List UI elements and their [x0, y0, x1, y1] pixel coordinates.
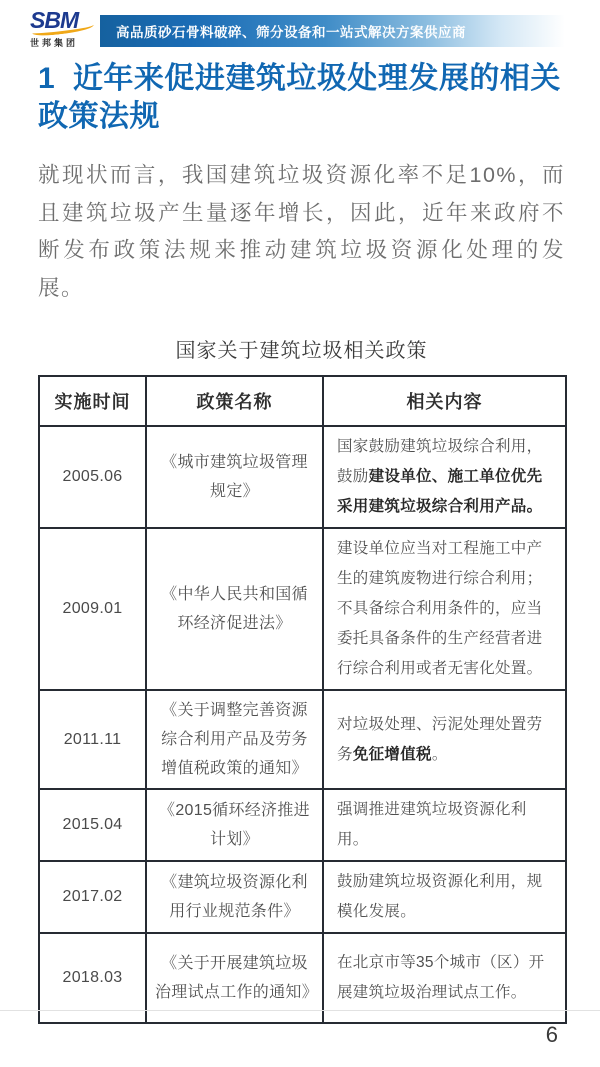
content-text: 建设单位应当对工程施工中产生的建筑废物进行综合利用；不具备综合利用条件的，应当委托具备条件的生产经营者进行综合利用或者无害化处置。: [337, 540, 543, 677]
policy-name-cell: 《城市建筑垃圾管理规定》: [146, 426, 323, 528]
policy-content-cell: [323, 861, 566, 933]
content-text: 国家鼓励建筑垃圾综合利用，鼓励: [337, 438, 543, 485]
policy-name-cell: 《中华人民共和国循环经济促进法》: [146, 528, 323, 690]
policy-time-cell: 2015.04: [39, 789, 146, 861]
table-row: [39, 861, 566, 933]
content-text: 鼓励建筑垃圾资源化利用，规模化发展。: [337, 873, 543, 920]
page-number: 6: [545, 1022, 558, 1047]
policy-name-cell: 《2015循环经济推进计划》: [146, 789, 323, 861]
header-cell-policy: 政策名称: [146, 376, 323, 426]
footer-divider: [0, 1010, 600, 1011]
header-cell-content: 相关内容: [323, 376, 566, 426]
policy-time-cell: 2009.01: [39, 528, 146, 690]
policy-content-cell: [323, 528, 566, 690]
table-row: [39, 426, 566, 528]
intro-paragraph: 就现状而言，我国建筑垃圾资源化率不足10%，而且建筑垃圾产生量逐年增长，因此，近年来政府不断发布政策法规来推动建筑垃圾资源化处理的发展。: [38, 163, 565, 300]
content-text: 强调推进建筑垃圾资源化利用。: [337, 801, 527, 848]
policy-time-cell: 2011.11: [39, 690, 146, 789]
section-title: 1 近年来促进建筑垃圾处理发展的相关政策法规: [38, 62, 561, 133]
table-row: [39, 528, 566, 690]
main-content: [38, 0, 565, 1024]
table-row: [39, 690, 566, 789]
policy-content-cell: [323, 690, 566, 789]
policy-name-cell: 《关于调整完善资源综合利用产品及劳务增值税政策的通知》: [146, 690, 323, 789]
table-row: [39, 789, 566, 861]
header-cell-time: 实施时间: [39, 376, 146, 426]
table-header-row: [39, 376, 566, 426]
policy-table: [38, 375, 567, 1024]
policy-content-cell: [323, 426, 566, 528]
policy-name-cell: 《建筑垃圾资源化利用行业规范条件》: [146, 861, 323, 933]
sbm-logo-subtitle: 世邦集团: [30, 38, 79, 48]
policy-time-cell: 2017.02: [39, 861, 146, 933]
content-text-bold: 建设单位、施工单位优先采用建筑垃圾综合利用产品。: [337, 468, 543, 515]
sbm-logo-text: SBM: [30, 7, 79, 33]
content-text: 对垃圾处理、污泥处理处置劳务: [337, 715, 543, 763]
policy-time-cell: 2018.03: [39, 933, 146, 1023]
policy-content-cell: [323, 789, 566, 861]
content-text: 。: [431, 745, 448, 763]
content-text-bold: 免征增值税: [352, 745, 432, 763]
policy-time-cell: 2005.06: [39, 426, 146, 528]
content-text: 在北京市等35个城市（区）开展建筑垃圾治理试点工作。: [337, 954, 545, 1001]
header-banner-text: 高品质砂石骨料破碎、筛分设备和一站式解决方案供应商: [116, 25, 466, 40]
policy-name-cell: 《关于开展建筑垃圾治理试点工作的通知》: [146, 933, 323, 1023]
table-title: 国家关于建筑垃圾相关政策: [175, 340, 428, 362]
